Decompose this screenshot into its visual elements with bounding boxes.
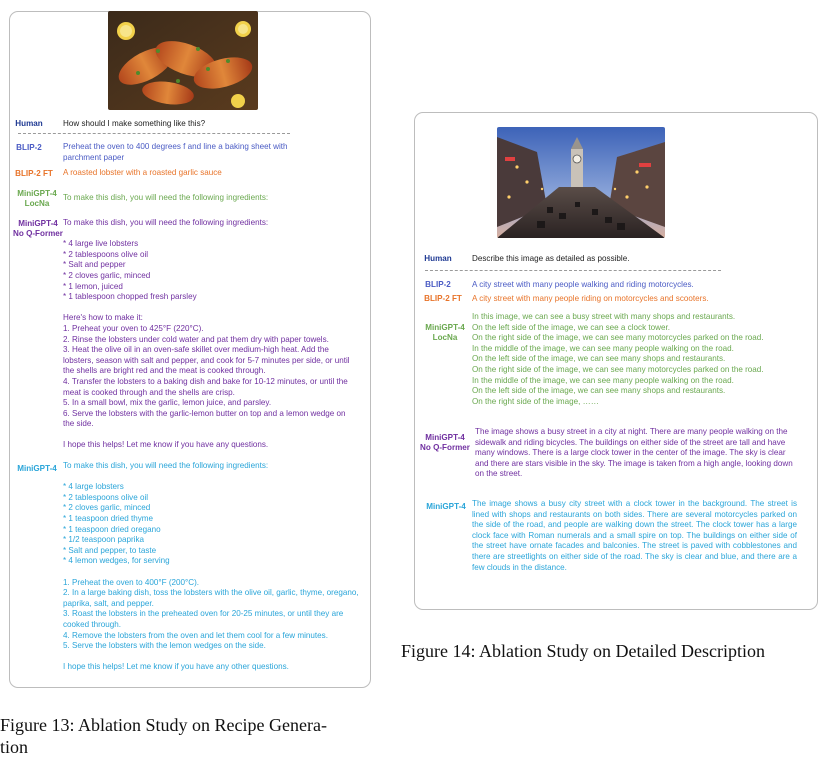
- minigpt4-label: MiniGPT-4: [17, 464, 57, 473]
- minigpt4-label: MiniGPT-4: [426, 502, 466, 511]
- no-qformer-label: MiniGPT-4 No Q-Former: [13, 219, 63, 238]
- description-figure-panel: [414, 112, 818, 610]
- lobster-photo: [108, 11, 258, 110]
- minigpt4-response: To make this dish, you will need the following ingredients: * 4 large lobsters * 2 tablespoons olive oil * 2 cloves garlic, minced * 1 teaspoon dried thyme * 1 teaspoon dried oregano * 1/2 teaspoon paprika * Salt and pepper, to taste * 4 lemon wedges, for serving 1. Preheat the oven to 400°F (200°C). 2. In a large baking dish, toss the lobsters with the olive oil, garlic, thyme, oregano, paprika, salt, and pepper. 3. Roast the lobsters in the preheated oven for 20-25 minutes, or until they are cooked through. 4. Remove the lobsters from the oven and let them cool for a few minutes. 5. Serve the lobsters with the lemon wedges on the side. I hope this helps! Let me know if you have any other questions.: [63, 461, 359, 672]
- human-prompt: How should I make something like this?: [63, 119, 206, 128]
- recipe-figure-panel: [9, 11, 371, 688]
- blip2-response: A city street with many people walking and riding motorcycles.: [472, 280, 694, 289]
- locna-label: MiniGPT-4 LocNa: [17, 189, 57, 208]
- blip2-ft-response: A roasted lobster with a roasted garlic sauce: [63, 168, 222, 177]
- locna-label: MiniGPT-4 LocNa: [425, 323, 465, 342]
- blip2-response: Preheat the oven to 400 degrees f and line a baking sheet with parchment paper: [63, 142, 288, 162]
- locna-response: To make this dish, you will need the following ingredients:: [63, 193, 269, 202]
- city-street-photo: [497, 127, 665, 238]
- human-label: Human: [15, 119, 43, 128]
- separator: [18, 133, 290, 134]
- human-prompt: Describe this image as detailed as possible.: [472, 254, 630, 263]
- human-label: Human: [424, 254, 452, 263]
- figure-14-caption: Figure 14: Ablation Study on Detailed Description: [401, 641, 765, 661]
- blip2-ft-label: BLIP-2 FT: [424, 294, 462, 303]
- blip2-ft-response: A city street with many people riding on motorcycles and scooters.: [472, 294, 709, 303]
- no-qformer-response: To make this dish, you will need the following ingredients: * 4 large live lobsters * 2 tablespoons olive oil * Salt and pepper * 2 cloves garlic, minced * 1 lemon, juiced * 1 tablespoon chopped fresh parsley Here's how to make it: 1. Preheat your oven to 425°F (220°C). 2. Rinse the lobsters under cold water and pat them dry with paper towels. 3. Heat the olive oil in an oven-safe skillet over medium-high heat. Add the lobsters, season with salt and pepper, and cook for 5-7 minutes per side, or until the shells are bright red and the meat is cooked through. 4. Transfer the lobsters to a baking dish and bake for 10-12 minutes, or until the meat is cooked through and the shells are crisp. 5. In a small bowl, mix the garlic, lemon juice, and parsley. 6. Serve the lobsters with the garlic-lemon butter on top and a lemon wedge on the side. I hope this helps! Let me know if you have any questions.: [63, 218, 350, 450]
- minigpt4-response: The image shows a busy city street with a clock tower in the background. The street is lined with shops and restaurants on both sides. There are several motorcycles parked on the side of the road, and people are walking down the street. The clock tower has a large clock face with Roman numerals and a small spire on top. The buildings on either side of the street have ornate facades and balconies. The street is paved with cobblestones and there are streetlights on either side of the road. The sky is clear and blue, and there are a few clouds in the distance.: [472, 499, 797, 572]
- no-qformer-response: The image shows a busy street in a city at night. There are many people walking on the sidewalk and riding bicycles. The buildings on either side of the street are tall and have many windows. There is a large clock tower in the center of the image. The sky is clear and there are stars visible in the sky. The image is taken from a high angle, looking down on the street.: [475, 427, 793, 479]
- no-qformer-label: MiniGPT-4 No Q-Former: [420, 433, 470, 452]
- figure-13-caption: Figure 13: Ablation Study on Recipe Genera- tion: [0, 715, 327, 757]
- blip2-label: BLIP-2: [425, 280, 451, 289]
- blip2-label: BLIP-2: [16, 143, 42, 152]
- blip2-ft-label: BLIP-2 FT: [15, 169, 53, 178]
- locna-response: In this image, we can see a busy street with many shops and restaurants. On the left side of the image, we can see a clock tower. On the right side of the image, we can see many motorcycles parked on the road. In the middle of the image, we can see many people walking on the road. On the left side of the image, we can see many shops and restaurants. On the right side of the image, we can see many motorcycles parked on the road. In the middle of the image, we can see many people walking on the road. On the left side of the image, we can see many shops and restaurants. On the right side of the image, ……: [472, 312, 764, 406]
- separator: [425, 270, 721, 271]
